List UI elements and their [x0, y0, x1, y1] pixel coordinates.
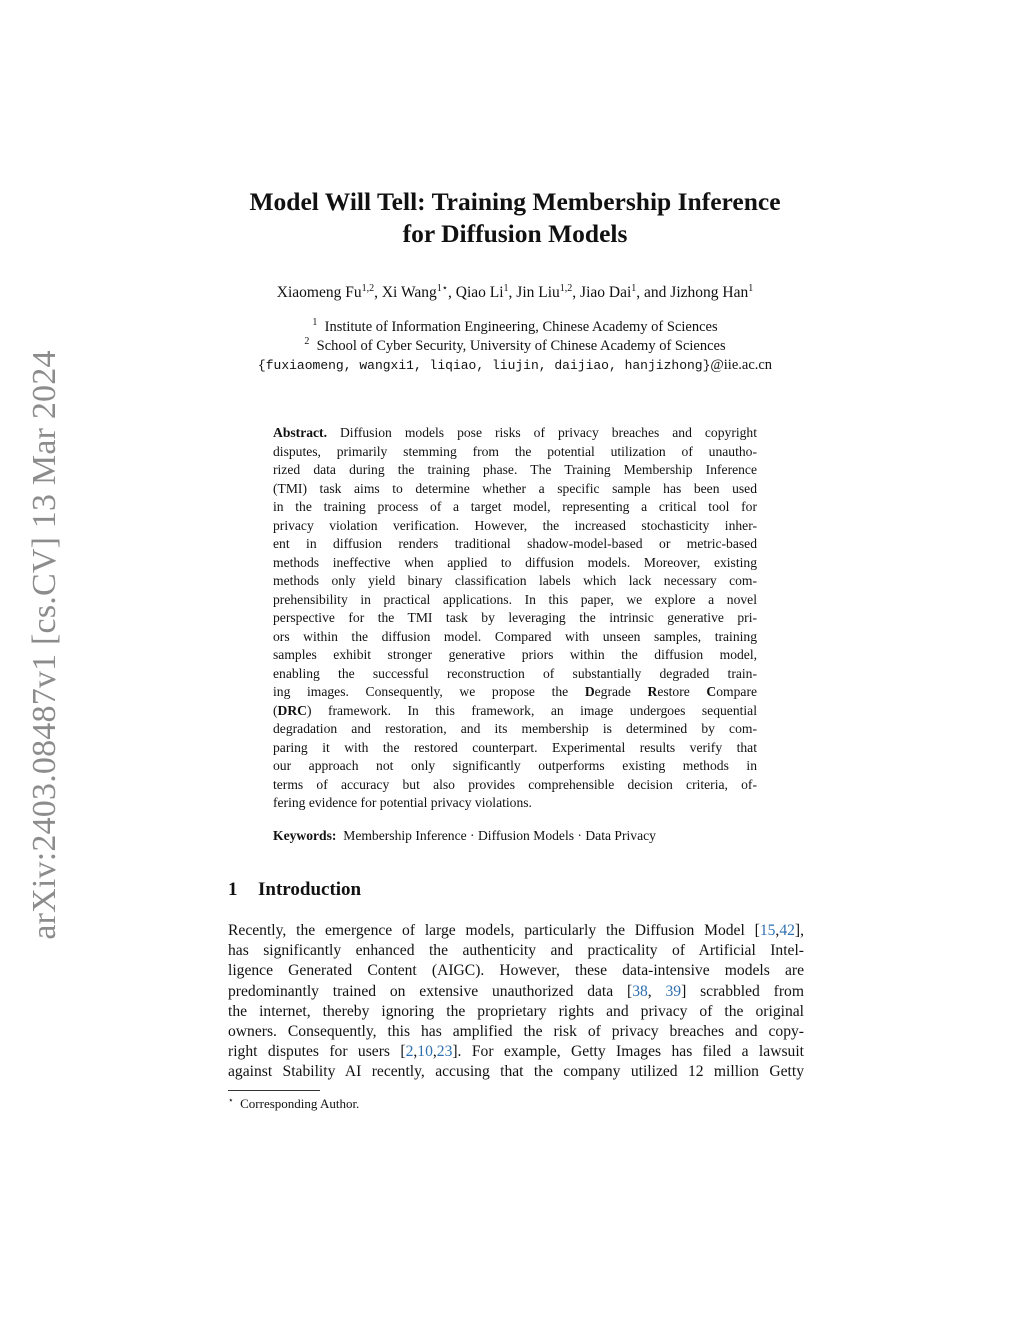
abstract-line: paring it with the restored counterpart. Experimental results verify that	[273, 739, 757, 755]
intro-line: Recently, the emergence of large models, particularly the Diffusion Model [15,42],	[228, 922, 804, 939]
citation-link[interactable]: 15	[759, 922, 776, 939]
abstract-line: enabling the successful reconstruction of substantially degraded train-	[273, 665, 757, 681]
author-affiliation-mark: 1	[631, 283, 637, 294]
citation-link[interactable]: 2	[405, 1043, 414, 1061]
abstract-line: prehensibility in practical applications. In this paper, we explore a novel	[273, 591, 757, 607]
author-separator: ,	[572, 284, 581, 301]
abstract-line: privacy violation verification. However, the increased stochasticity inher-	[273, 517, 757, 533]
author-affiliation-mark: 1⋆	[436, 283, 448, 294]
arxiv-identifier: arXiv:2403.08487v1 [cs.CV] 13 Mar 2024	[26, 350, 63, 940]
affiliation-1	[150, 319, 880, 336]
author-name: Jizhong Han	[670, 284, 749, 301]
abstract-line: rized data during the training phase. The Training Membership Inference	[273, 462, 757, 477]
author-emails	[150, 357, 880, 374]
abstract-line: disputes, primarily stemming from the potential utilization of unautho-	[273, 443, 757, 459]
abstract-line: ors within the diffusion model. Compared with unseen samples, training	[273, 628, 757, 644]
abstract-line: methods ineffective when applied to diffusion models. Moreover, existing	[273, 554, 757, 570]
keyword: Membership Inference	[343, 828, 467, 843]
abstract-label: Abstract.	[273, 425, 327, 440]
author-name: Qiao Li	[455, 284, 504, 301]
abstract	[273, 424, 757, 813]
citation-link[interactable]: 10	[417, 1043, 433, 1061]
intro-line: predominantly trained on extensive unauthorized data [38, 39] scrabbled from	[228, 982, 804, 1000]
citation-link[interactable]: 38	[632, 982, 648, 1000]
author-name: Jin Liu	[516, 284, 560, 301]
keyword-separator: ·	[466, 828, 478, 843]
author-list	[150, 284, 880, 302]
author-separator: ,	[448, 284, 456, 301]
author-affiliation-mark: 1	[503, 283, 509, 294]
affiliation-text: Institute of Information Engineering, Chinese Academy of Sciences	[324, 319, 718, 335]
abstract-line: in the training process of a target model, representing a critical tool for	[273, 499, 757, 514]
arxiv-stamp	[28, 350, 62, 940]
author-separator: ,	[508, 284, 517, 301]
author-name: Xiaomeng Fu	[276, 284, 362, 301]
author-affiliation-mark: 1,2	[559, 283, 573, 294]
intro-line: owners. Consequently, this has amplified the risk of privacy breaches and copy-	[228, 1023, 804, 1041]
drc-acronym: DRC	[277, 702, 307, 718]
affiliation-mark: 1	[312, 317, 318, 328]
intro-line: against Stability AI recently, accusing that the company utilized 12 million Getty	[228, 1063, 804, 1081]
introduction-paragraph	[228, 921, 804, 1083]
author-affiliation-mark: 1,2	[361, 283, 375, 294]
intro-line: ligence Generated Content (AIGC). However, these data-intensive models are	[228, 962, 804, 980]
author-separator-last: , and	[636, 284, 671, 301]
paper-title	[180, 186, 850, 250]
citation-link[interactable]: 23	[436, 1043, 453, 1061]
citation-link[interactable]: 39	[665, 982, 682, 1000]
keyword: Data Privacy	[585, 828, 656, 843]
section-title: Introduction	[258, 879, 362, 900]
section-heading	[228, 879, 361, 901]
affiliation-text: School of Cyber Security, University of Chinese Academy of Sciences	[316, 338, 726, 354]
keywords-label: Keywords:	[273, 828, 337, 843]
author-name: Xi Wang	[381, 284, 437, 301]
abstract-line: ent in diffusion renders traditional shadow-model-based or metric-based	[273, 536, 757, 551]
author-separator: ,	[374, 284, 382, 301]
author-affiliation-mark: 1	[748, 283, 754, 294]
footnote-text: Corresponding Author.	[240, 1096, 360, 1111]
footnote-mark: ⋆	[228, 1095, 234, 1105]
email-domain: @iie.ac.cn	[710, 357, 773, 373]
title-line-2: for Diffusion Models	[402, 219, 628, 248]
keywords	[273, 828, 757, 844]
affiliation-2	[150, 338, 880, 355]
abstract-line: degradation and restoration, and its membership is determined by com-	[273, 721, 757, 736]
abstract-line: (DRC) framework. In this framework, an image undergoes sequential	[273, 702, 757, 718]
intro-line: the internet, thereby ignoring the proprietary rights and privacy of the original	[228, 1002, 804, 1020]
abstract-line: samples exhibit stronger generative priors within the diffusion model,	[273, 647, 757, 662]
abstract-line: (TMI) task aims to determine whether a specific sample has been used	[273, 480, 757, 496]
abstract-line: Abstract. Diffusion models pose risks of privacy breaches and copyright	[273, 425, 757, 440]
keyword: Diffusion Models	[477, 828, 575, 843]
abstract-line: terms of accuracy but also provides comprehensible decision criteria, of-	[273, 776, 757, 792]
intro-line: right disputes for users [2,10,23]. For example, Getty Images has filed a lawsuit	[228, 1043, 804, 1061]
keyword-separator: ·	[574, 828, 586, 843]
affiliation-mark: 2	[304, 336, 310, 347]
abstract-line: our approach not only significantly outperforms existing methods in	[273, 758, 757, 773]
email-handles: {fuxiaomeng, wangxi1, liqiao, liujin, daijiao, hanjizhong}	[257, 358, 711, 373]
title-line-1: Model Will Tell: Training Membership Inference	[249, 187, 781, 216]
abstract-line: fering evidence for potential privacy violations.	[273, 795, 532, 810]
citation-link[interactable]: 42	[779, 922, 795, 939]
section-number: 1	[228, 879, 238, 900]
abstract-line: methods only yield binary classification labels which lack necessary com-	[273, 573, 757, 588]
abstract-line: ing images. Consequently, we propose the Degrade Restore Compare	[273, 684, 758, 699]
intro-line: has significantly enhanced the authenticity and practicality of Artificial Intel-	[228, 942, 804, 960]
footnote	[228, 1096, 359, 1112]
abstract-line: perspective for the TMI task by leveraging the intrinsic generative pri-	[273, 610, 757, 625]
author-name: Jiao Dai	[580, 284, 632, 301]
footnote-divider	[228, 1090, 320, 1091]
